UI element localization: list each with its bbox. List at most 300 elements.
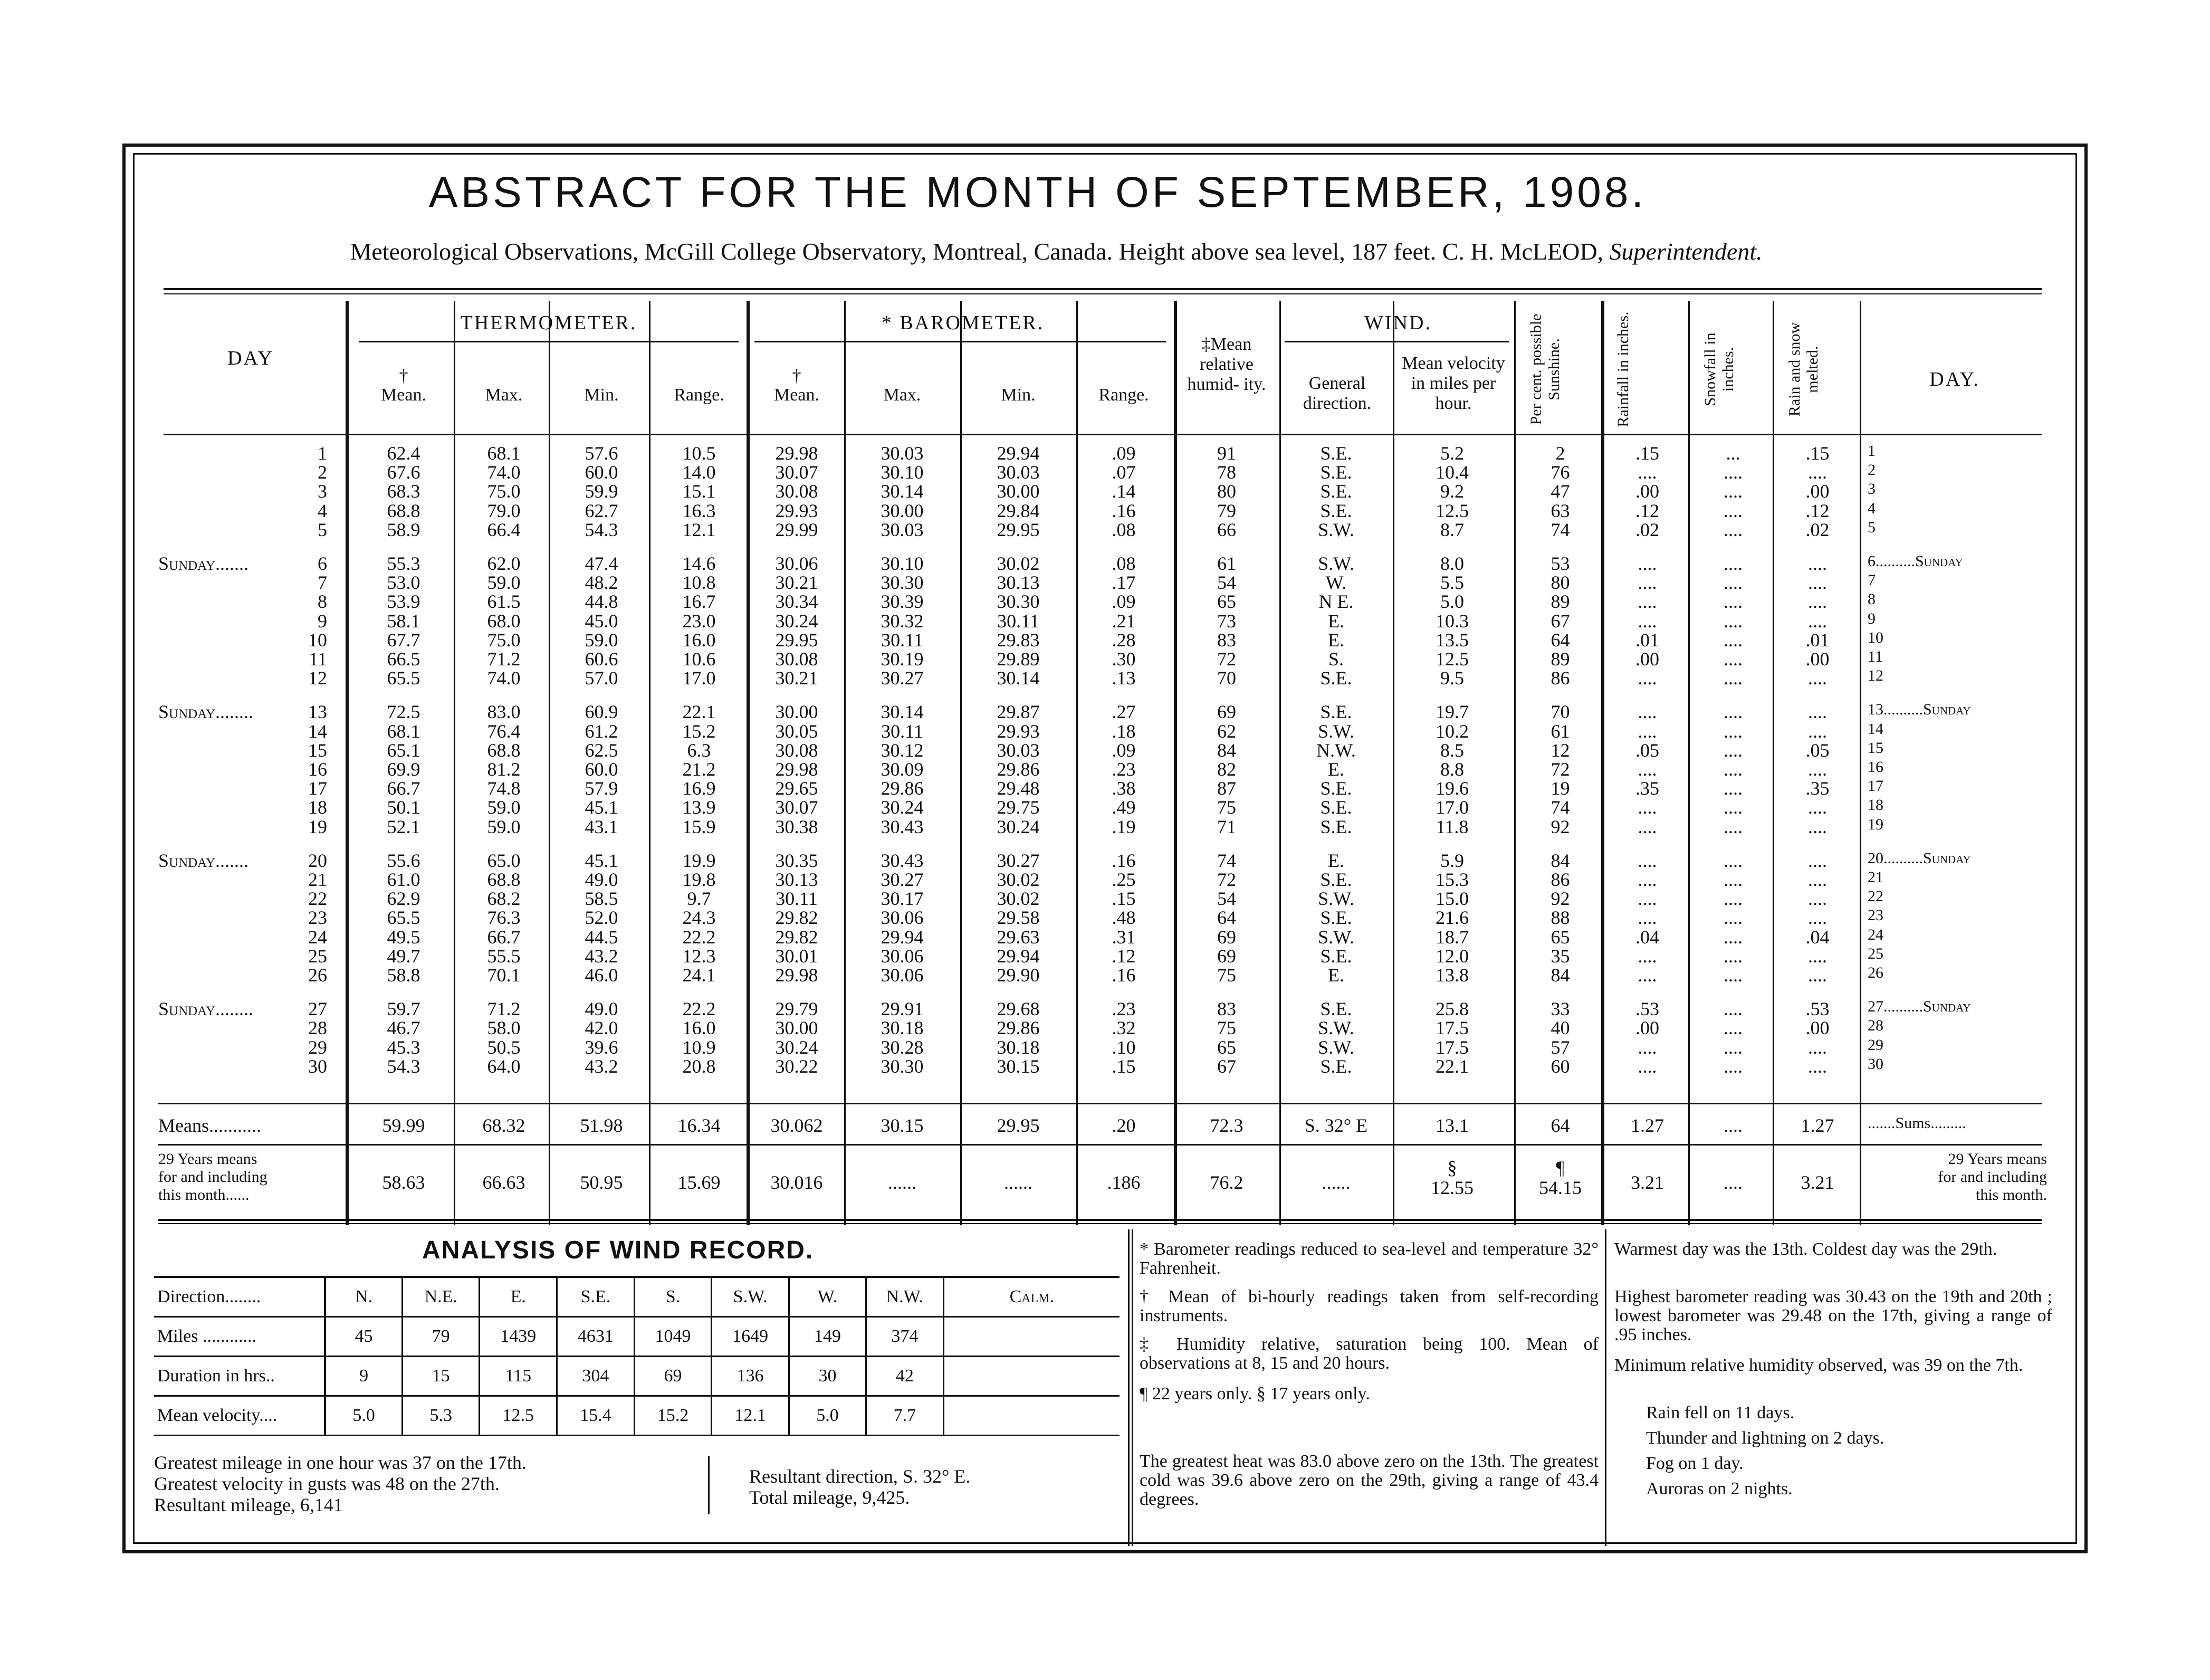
cell-tmean: 49.7 [387,946,420,967]
cell-bmax: 30.11 [881,721,923,742]
cell-trange: 22.2 [682,927,716,948]
cell-bmean: 30.00 [775,701,818,722]
day-header-left: DAY [227,347,274,369]
cell-vel: 5.2 [1440,443,1464,464]
cell-tmean: 69.9 [387,759,420,780]
cell-bmean: 29.98 [775,965,818,986]
years-label-2: for and including [158,1168,267,1186]
day-number: 1 [318,443,327,464]
cell-sun: 88 [1551,907,1570,928]
wind-cell: 30 [789,1357,866,1396]
cell-bmean: 30.07 [775,462,818,483]
barometer-rule [754,341,1166,342]
cell-melt: .... [1808,553,1827,574]
wind-note-left: Resultant mileage, 6,141 [154,1494,343,1515]
cell-tmean: 59.7 [387,998,420,1019]
cell-dir: E. [1328,610,1344,632]
cell-tmax: 75.0 [487,629,521,651]
cell-bmean: 29.65 [775,778,818,799]
means-sun: 64 [1551,1115,1570,1136]
cell-tmean: 58.8 [387,965,420,986]
day-label-right: 16 [1868,758,1883,776]
years-vel: 12.55 [1431,1177,1474,1198]
cell-vel: 12.5 [1436,500,1469,521]
day-number: 23 [308,907,327,928]
cell-tmax: 50.5 [487,1037,521,1058]
cell-bmin: 30.02 [997,888,1040,909]
cell-dir: S.W. [1318,553,1354,574]
cell-tmax: 66.4 [487,519,521,540]
day-number: 15 [308,740,327,761]
cell-bmin: 29.68 [997,998,1040,1019]
cell-sun: 76 [1551,462,1570,483]
wind-cell: 1439 [480,1317,557,1357]
cell-bmin: 29.89 [997,648,1040,670]
cell-hum: 71 [1217,816,1236,837]
cell-brange: .30 [1112,648,1136,670]
cell-trange: 15.2 [682,721,716,742]
cell-melt: .... [1808,759,1827,780]
cell-bmean: 30.05 [775,721,818,742]
cell-brange: .17 [1112,572,1136,593]
cell-bmax: 29.94 [881,927,924,948]
cell-dir: S.E. [1320,778,1352,799]
years-hum: 76.2 [1210,1172,1243,1193]
column-header-sunshine: Per cent. possible Sunshine. [1527,313,1563,425]
cell-hum: 82 [1217,759,1236,780]
day-number: 26 [308,965,327,986]
cell-tmean: 66.5 [387,648,420,670]
cell-tmax: 76.3 [487,907,521,928]
cell-dir: S.E. [1320,816,1352,837]
day-label-sunday: Sunday........ [158,701,253,722]
cell-brange: .13 [1112,667,1136,689]
cell-rain: .... [1638,462,1657,483]
cell-hum: 54 [1217,888,1236,909]
cell-tmean: 68.1 [387,721,420,742]
wind-cell: S.E. [557,1277,635,1317]
cell-sun: 84 [1551,850,1570,871]
cell-tmean: 58.1 [387,610,420,632]
day-header-right: DAY. [1929,368,1980,390]
cell-sun: 61 [1551,721,1570,742]
thermometer-rule [359,341,739,342]
cell-bmin: 30.03 [997,462,1040,483]
cell-hum: 80 [1217,481,1236,502]
cell-tmax: 76.4 [487,721,521,742]
wind-cell: E. [480,1277,557,1317]
cell-hum: 65 [1217,591,1236,612]
cell-rain: .... [1638,850,1657,871]
cell-tmax: 68.8 [487,869,521,890]
cell-rain: .00 [1635,481,1659,502]
cell-sun: 72 [1551,759,1570,780]
cell-melt: .... [1808,1056,1827,1077]
cell-rain: .... [1638,701,1657,722]
cell-bmean: 29.98 [775,759,818,780]
cell-tmin: 57.6 [585,443,618,464]
day-number: 8 [318,591,327,612]
cell-trange: 6.3 [687,740,711,761]
cell-bmax: 30.10 [881,462,924,483]
cell-hum: 64 [1217,907,1236,928]
cell-sun: 47 [1551,481,1570,502]
subtitle-main: Meteorological Observations, McGill College Observatory, Montreal, Canada. Height above sea level, 187 feet. C. H. McLEOD, [350,238,1604,265]
cell-tmax: 71.2 [487,648,521,670]
cell-tmin: 44.8 [585,591,618,612]
cell-hum: 84 [1217,740,1236,761]
cell-dir: S.E. [1320,462,1352,483]
cell-vel: 15.3 [1436,869,1469,890]
means-rain: 1.27 [1631,1115,1664,1136]
cell-tmin: 59.0 [585,629,618,651]
cell-sun: 35 [1551,946,1570,967]
cell-tmin: 45.0 [585,610,618,632]
cell-melt: .... [1808,816,1827,837]
wind-row-label: Direction........ [154,1277,325,1317]
cell-rain: .05 [1635,740,1659,761]
cell-melt: .00 [1805,1017,1830,1038]
day-number: 17 [308,778,327,799]
column-header-b_min: Min. [1001,385,1036,405]
means-tmean: 59.99 [382,1115,425,1136]
cell-dir: S.E. [1320,500,1352,521]
wind-cell: 15.4 [557,1396,635,1436]
cell-tmax: 58.0 [487,1017,521,1038]
cell-bmax: 30.06 [881,965,924,986]
day-label-right: 10 [1868,629,1883,646]
day-number: 21 [308,869,327,890]
cell-rain: .... [1638,572,1657,593]
cell-bmax: 29.91 [881,998,924,1019]
means-snow: .... [1724,1115,1743,1136]
cell-brange: .38 [1112,778,1136,799]
cell-bmean: 29.82 [775,927,818,948]
cell-brange: .16 [1112,500,1136,521]
cell-hum: 72 [1217,648,1236,670]
cell-trange: 14.0 [682,462,716,483]
cell-snow: .... [1724,648,1743,670]
cell-dir: E. [1328,759,1344,780]
header-rule-top-2 [164,293,2042,294]
means-melt: 1.27 [1801,1115,1834,1136]
day-label-right: 20..........Sunday [1868,849,1971,867]
cell-tmin: 43.2 [585,1056,618,1077]
column-rule [1514,301,1516,1225]
cell-brange: .49 [1112,797,1136,818]
cell-snow: .... [1724,778,1743,799]
cell-bmax: 30.27 [881,869,924,890]
cell-bmax: 30.17 [881,888,924,909]
cell-rain: .... [1638,1037,1657,1058]
column-header-rain_snow: Rain and snow melted. [1786,322,1821,417]
means-tmax: 68.32 [482,1115,525,1136]
cell-rain: .... [1638,610,1657,632]
cell-bmean: 30.13 [775,869,818,890]
footer-column-rule [1605,1229,1606,1546]
cell-rain: .... [1638,553,1657,574]
cell-brange: .16 [1112,850,1136,871]
day-number: 16 [308,759,327,780]
column-header-t_range: Range. [674,385,724,405]
cell-bmax: 29.86 [881,778,924,799]
column-header-b_mean: Mean. [774,385,819,405]
years-dir: ...... [1322,1172,1351,1193]
cell-brange: .28 [1112,629,1136,651]
years-label-1: 29 Years means [158,1150,257,1168]
cell-tmin: 59.9 [585,481,618,502]
cell-rain: .... [1638,591,1657,612]
cell-trange: 22.2 [682,998,716,1019]
wind-cell: 12.1 [712,1396,789,1436]
wind-cell: Calm. [943,1277,1120,1317]
day-number: 20 [308,850,327,871]
cell-tmean: 66.7 [387,778,420,799]
day-label-right: 5 [1868,519,1876,536]
cell-rain: .... [1638,721,1657,742]
cell-melt: .... [1808,888,1827,909]
wind-row-label: Duration in hrs.. [154,1357,325,1396]
cell-snow: .... [1724,1037,1743,1058]
cell-dir: S.E. [1320,998,1352,1019]
cell-tmean: 55.3 [387,553,420,574]
cell-tmean: 68.8 [387,500,420,521]
cell-dir: S.W. [1318,1037,1354,1058]
cell-sun: 80 [1551,572,1570,593]
cell-tmin: 60.0 [585,759,618,780]
cell-rain: .... [1638,946,1657,967]
day-label-right: 3 [1868,480,1876,498]
cell-vel: 10.2 [1436,721,1469,742]
wind-cell: 7.7 [866,1396,944,1436]
cell-snow: .... [1724,572,1743,593]
day-number: 3 [318,481,327,502]
years-rain: 3.21 [1631,1172,1664,1193]
wind-note-divider [708,1456,710,1514]
cell-rain: .00 [1635,648,1659,670]
header-rule-bottom [164,434,2042,435]
column-header-humidity: ‡Mean relative humid- ity. [1187,335,1266,394]
footnote: * Barometer readings reduced to sea-level and temperature 32° Fahrenheit. [1140,1239,1599,1278]
years-rule-bottom-2 [158,1223,2042,1224]
day-label-right: 24 [1868,926,1883,943]
cell-sun: 70 [1551,701,1570,722]
cell-bmin: 30.15 [997,1056,1040,1077]
cell-hum: 78 [1217,462,1236,483]
cell-tmean: 55.6 [387,850,420,871]
cell-bmax: 30.30 [881,1056,924,1077]
cell-tmean: 68.3 [387,481,420,502]
cell-vel: 17.0 [1436,797,1469,818]
cell-bmax: 30.19 [881,648,924,670]
cell-bmean: 30.24 [775,610,818,632]
day-number: 12 [308,667,327,689]
cell-bmin: 29.83 [997,629,1040,651]
cell-vel: 17.5 [1436,1017,1469,1038]
day-label-right: 14 [1868,720,1883,738]
cell-vel: 17.5 [1436,1037,1469,1058]
wind-row-label: Miles ............ [154,1317,325,1357]
cell-bmin: 30.13 [997,572,1040,593]
years-bmax: ...... [888,1172,916,1193]
cell-snow: .... [1724,481,1743,502]
cell-snow: .... [1724,965,1743,986]
page-subtitle [133,237,1979,265]
cell-rain: .... [1638,869,1657,890]
footer-column-rule [1128,1229,1130,1546]
cell-snow: .... [1724,850,1743,871]
cell-tmax: 68.8 [487,740,521,761]
years-tmean: 58.63 [382,1172,425,1193]
wind-row-label: Mean velocity.... [154,1396,325,1436]
barometer-header: * BAROMETER. [881,312,1045,334]
means-rule-top [158,1103,2042,1104]
wind-row [154,1317,1120,1357]
years-vel-mark: § [1447,1157,1457,1178]
day-number: 28 [308,1017,327,1038]
means-rule-bottom [158,1144,2042,1146]
wind-cell: W. [789,1277,866,1317]
column-header-t_mean: Mean. [381,385,426,405]
cell-bmax: 30.11 [881,629,923,651]
day-number: 2 [318,462,327,483]
cell-trange: 17.0 [682,667,716,689]
wind-cell: N.W. [866,1277,944,1317]
cell-bmax: 30.06 [881,946,924,967]
cell-tmax: 65.0 [487,850,521,871]
cell-snow: .... [1724,1056,1743,1077]
day-number: 4 [318,500,327,521]
cell-bmin: 30.27 [997,850,1040,871]
cell-bmin: 30.02 [997,869,1040,890]
cell-bmean: 29.99 [775,519,818,540]
wind-analysis-title: ANALYSIS OF WIND RECORD. [422,1236,814,1264]
cell-sun: 53 [1551,553,1570,574]
cell-bmax: 30.24 [881,797,924,818]
dagger-thermometer: † [399,366,408,386]
cell-hum: 83 [1217,629,1236,651]
years-right-1: 29 Years means [1948,1150,2047,1168]
cell-vel: 12.5 [1436,648,1469,670]
cell-dir: S.E. [1320,907,1352,928]
cell-bmax: 30.10 [881,553,924,574]
day-label-right: 12 [1868,667,1883,684]
day-label-right: 27..........Sunday [1868,998,1971,1015]
cell-melt: .35 [1805,778,1830,799]
wind-cell: S.W. [712,1277,789,1317]
cell-rain: .... [1638,816,1657,837]
header-rule-top [164,288,2042,290]
cell-vel: 22.1 [1436,1056,1469,1077]
cell-tmean: 61.0 [387,869,420,890]
cell-snow: ... [1726,443,1740,464]
cell-melt: .... [1808,572,1827,593]
cell-tmax: 59.0 [487,816,521,837]
years-right-3: this month. [1975,1186,2047,1204]
day-label-right: 18 [1868,796,1883,814]
cell-sun: 19 [1551,778,1570,799]
cell-bmax: 30.00 [881,500,924,521]
means-trange: 16.34 [677,1115,721,1136]
cell-snow: .... [1724,946,1743,967]
cell-bmin: 29.95 [997,519,1040,540]
cell-trange: 14.6 [682,553,716,574]
cell-trange: 10.9 [682,1037,716,1058]
day-number: 6 [318,553,327,574]
wind-cell: N. [325,1277,402,1317]
column-rule [346,301,349,1225]
years-tmin: 50.95 [580,1172,623,1193]
cell-bmin: 29.86 [997,1017,1040,1038]
cell-trange: 24.1 [682,965,716,986]
cell-trange: 10.5 [682,443,716,464]
cell-dir: S.E. [1320,869,1352,890]
cell-trange: 19.9 [682,850,716,871]
cell-melt: .01 [1805,629,1830,651]
cell-tmin: 58.5 [585,888,618,909]
cell-sun: 33 [1551,998,1570,1019]
cell-tmax: 70.1 [487,965,521,986]
cell-melt: .... [1808,850,1827,871]
cell-melt: .12 [1805,500,1830,521]
cell-hum: 67 [1217,1056,1236,1077]
years-sun-mark: ¶ [1556,1157,1565,1178]
column-header-direction: General direction. [1303,374,1372,413]
means-label: Means........... [158,1115,261,1136]
cell-tmean: 45.3 [387,1037,420,1058]
cell-snow: .... [1724,797,1743,818]
cell-trange: 10.8 [682,572,716,593]
cell-brange: .08 [1112,553,1136,574]
cell-brange: .14 [1112,481,1136,502]
cell-snow: .... [1724,740,1743,761]
day-label-right: 23 [1868,906,1883,924]
means-tmin: 51.98 [580,1115,623,1136]
wind-cell: 45 [325,1317,402,1357]
wind-cell: 5.3 [403,1396,480,1436]
cell-bmax: 30.28 [881,1037,924,1058]
cell-melt: .53 [1805,998,1830,1019]
cell-tmax: 81.2 [487,759,521,780]
column-header-rainfall: Rainfall in inches. [1614,311,1632,427]
wind-cell: 115 [480,1357,557,1396]
cell-trange: 20.8 [682,1056,716,1077]
cell-rain: .... [1638,965,1657,986]
footnote: † Mean of bi-hourly readings taken from self-recording instruments. [1140,1287,1599,1325]
cell-brange: .21 [1112,610,1136,632]
cell-hum: 66 [1217,519,1236,540]
cell-brange: .18 [1112,721,1136,742]
day-label-right: 21 [1868,868,1883,886]
cell-trange: 15.9 [682,816,716,837]
cell-bmax: 30.39 [881,591,924,612]
cell-sun: 86 [1551,869,1570,890]
cell-hum: 65 [1217,1037,1236,1058]
day-label-right: 4 [1868,500,1876,517]
cell-bmax: 30.03 [881,519,924,540]
wind-analysis-table [154,1276,1120,1436]
wind-cell: 374 [866,1317,944,1357]
day-label-right: 15 [1868,739,1883,757]
cell-rain: .53 [1635,998,1659,1019]
cell-melt: .04 [1805,927,1830,948]
wind-cell [943,1317,1120,1357]
day-number: 10 [308,629,327,651]
cell-brange: .12 [1112,946,1136,967]
cell-rain: .... [1638,907,1657,928]
cell-rain: .... [1638,1056,1657,1077]
cell-vel: 5.0 [1440,591,1464,612]
